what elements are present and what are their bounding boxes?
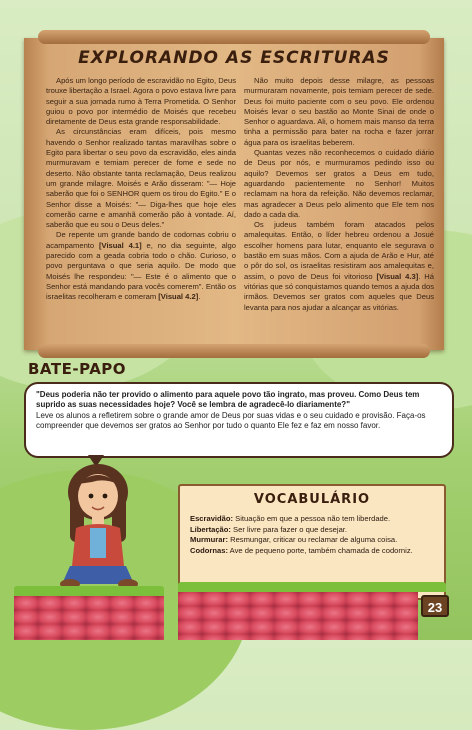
- vocabulary-item: [190, 546, 434, 557]
- scroll-column-right: [244, 76, 434, 313]
- visual-reference: [Visual 4.2]: [158, 292, 199, 302]
- vocabulary-term: Codornas:: [190, 545, 228, 555]
- vocabulary-definition: Ave de pequeno porte, também chamada de codorniz.: [227, 545, 413, 555]
- vocabulary-list: [190, 514, 434, 556]
- paragraph: As circunstâncias eram difíceis, pois mesmo havendo o Senhor realizado tantas maravilhas sobre o Egito para libertar o seu povo da escravidão, eles ainda murmuravam e temiam perecer de fome e sede no deserto. Não obstante tanta reclamação, Deus realizou um grande milagre. Moisés e Arão disseram: "— Hoje saberão que foi o SENHOR quem os tirou do Egito." E o Senhor disse a Moisés: "— Diga-lhes que hoje eles comerão carne e amanhã comerão pão à vontade. Aí, saberão que eu sou o Deus deles.": [46, 127, 236, 230]
- paragraph-text: .: [198, 292, 201, 302]
- scripture-scroll: [24, 38, 444, 350]
- vocabulary-definition: Situação em que a pessoa não tem liberdade.: [233, 514, 391, 523]
- paragraph-text: De repente um grande bando de codornas cobriu o acampamento: [46, 230, 236, 250]
- vocabulary-term: Libertação:: [190, 524, 231, 534]
- chat-question: "Deus poderia não ter provido o alimento para aquele povo tão ingrato, mas proveu. Como Deus tem suprido as suas necessidades hoje? Você se lembra de agradecê-lo diariamente?": [36, 390, 420, 410]
- vocabulary-term: Escravidão:: [190, 514, 234, 523]
- speech-bubble: [24, 382, 454, 458]
- paragraph-text: e, no dia seguinte, algo parecido com a geada cobria todo o chão. Curioso, o povo perguntava o que seria aquilo. De modo que Moisés lhe respondeu: "— Este é o alimento que o Senhor está mandando para vocês comerem". Então os israelitas recolheram e comeram: [46, 240, 236, 302]
- paragraph-text: Os judeus também foram atacados pelos amalequitas. Então, o líder hebreu ordenou a Josué escolher homens para lutar, enquanto ele segurava o bastão em suas mãos. Com a ajuda de Arão e Hur, até o pôr do sol, os israelitas resistiram aos amalequitas e, assim, o povo de Deus foi vitorioso: [244, 220, 434, 281]
- paragraph: [46, 230, 236, 302]
- vocabulary-definition: Ser livre para fazer o que desejar.: [230, 524, 348, 534]
- brick-wall: [178, 592, 418, 640]
- vocabulary-title: VOCABULÁRIO: [253, 492, 371, 507]
- paragraph: Quantas vezes não reconhecemos o cuidado diário de Deus por nós, e murmuramos pedindo isso ou aquilo? Devemos ser gratos a Deus em tudo, aguardando pacientemente no Senhor! Muitos reclamam na hora da refeição. Não devemos reclamar, mas agradecer a Deus pelo alimento que Ele tem nos dado a cada dia.: [244, 148, 434, 219]
- scroll-bottom-roll: [38, 344, 430, 358]
- scroll-top-roll: [38, 30, 430, 44]
- scroll-column-left: [46, 76, 236, 303]
- grass-platform: [178, 582, 446, 592]
- vocabulary-item: [190, 525, 434, 536]
- vocabulary-term: Murmurar:: [190, 535, 228, 545]
- vocabulary-item: [190, 535, 434, 546]
- paragraph: Após um longo período de escravidão no Egito, Deus trouxe libertação a Israel. Agora o povo estava livre para seguir a sua jornada rumo à Terra Prometida. O Senhor guiou o povo por intermédio de Moisés que recebeu diretamente de Deus esta grande responsabilidade.: [46, 76, 236, 127]
- grass-platform: [14, 586, 164, 596]
- girl-illustration: [34, 462, 164, 592]
- visual-reference: [Visual 4.1]: [98, 240, 142, 250]
- page-number: 23: [421, 595, 449, 617]
- visual-reference: [Visual 4.3]: [376, 271, 419, 281]
- scroll-title: EXPLORANDO AS ESCRITURAS: [78, 48, 390, 68]
- paragraph: [244, 220, 434, 313]
- vocabulary-item: [190, 514, 434, 525]
- brick-wall: [14, 596, 164, 640]
- chat-guidance-text: Leve os alunos a refletirem sobre o grande amor de Deus por suas vidas e o seu cuidado e provisão. Faça-os compreender que devemos ser gratos ao Senhor por tudo o quanto Ele fez e faz em nosso favor.: [36, 410, 426, 431]
- paragraph-text: . Há vitórias que só conquistamos quando temos a ajuda dos irmãos. Devemos ser gratos com aqueles que Deus levanta para nos ajudar a alcançar as vitórias.: [244, 271, 434, 312]
- vocabulary-definition: Resmungar, criticar ou reclamar de alguma coisa.: [227, 535, 398, 545]
- chat-section-title: BATE-PAPO: [28, 360, 127, 378]
- paragraph: Não muito depois desse milagre, as pessoas murmuraram novamente, pois temiam perecer de sede. Deus foi muito paciente com o seu povo. Ele ordenou Moisés levar o seu bastão ao Monte Sinai de onde o Senhor o aguardava. Ali, o homem mais manso da terra tinha a permissão para bater na rocha e fazer jorrar água para os israelitas beberem.: [244, 76, 434, 147]
